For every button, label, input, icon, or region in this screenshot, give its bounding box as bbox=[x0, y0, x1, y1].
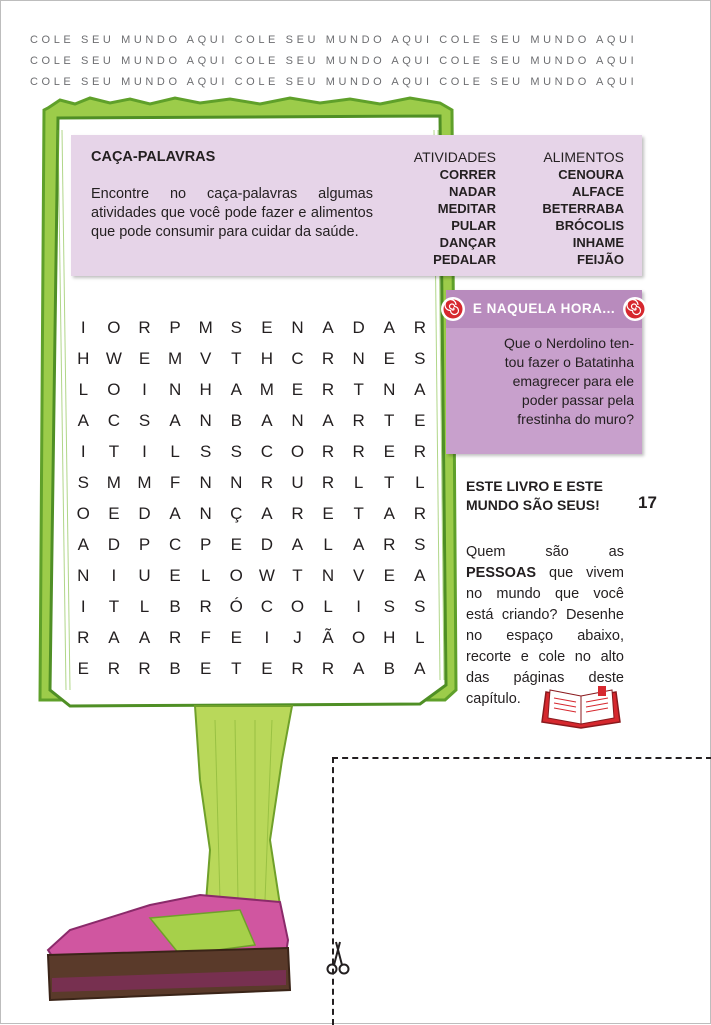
grid-letter[interactable]: R bbox=[413, 442, 426, 461]
grid-letter[interactable]: L bbox=[323, 535, 333, 554]
grid-letter[interactable]: M bbox=[167, 349, 183, 368]
grid-letter[interactable]: I bbox=[111, 566, 117, 585]
grid-letter[interactable]: E bbox=[169, 566, 181, 585]
grid-letter[interactable]: A bbox=[169, 411, 181, 430]
grid-letter[interactable]: A bbox=[322, 318, 334, 337]
grid-letter[interactable]: N bbox=[77, 566, 90, 585]
grid-row bbox=[68, 312, 438, 343]
grid-letter[interactable]: S bbox=[414, 349, 426, 368]
grid-letter[interactable]: L bbox=[200, 566, 211, 585]
food-item: BRÓCOLIS bbox=[555, 218, 624, 233]
grid-letter[interactable]: E bbox=[77, 659, 89, 678]
naquela-hora-title: E NAQUELA HORA... bbox=[446, 290, 642, 328]
book-section-text bbox=[466, 542, 624, 710]
grid-letter[interactable]: N bbox=[352, 349, 365, 368]
grid-letter[interactable]: B bbox=[230, 411, 242, 430]
question-line: Que o Nerdolino ten- bbox=[504, 335, 634, 351]
grid-letter[interactable]: F bbox=[169, 473, 181, 492]
grid-letter[interactable]: T bbox=[108, 597, 120, 616]
banner-line: COLE SEU MUNDO AQUI COLE SEU MUNDO AQUI COLE SEU MUNDO AQUI bbox=[30, 34, 638, 46]
activity-item: NADAR bbox=[449, 184, 496, 199]
grid-letter[interactable]: P bbox=[200, 535, 212, 554]
grid-letter[interactable]: R bbox=[77, 628, 90, 647]
grid-letter[interactable]: U bbox=[138, 566, 151, 585]
grid-letter[interactable]: S bbox=[414, 597, 426, 616]
grid-letter[interactable]: R bbox=[321, 442, 335, 461]
grid-letter[interactable]: T bbox=[353, 504, 364, 523]
grid-letter[interactable]: A bbox=[108, 628, 120, 647]
grid-letter[interactable]: L bbox=[415, 473, 425, 492]
activity-item: DANÇAR bbox=[439, 235, 496, 250]
question-line: poder passar pela bbox=[521, 392, 634, 408]
grid-row bbox=[68, 622, 438, 653]
grid-letter[interactable]: C bbox=[107, 411, 121, 430]
grid-letter[interactable]: A bbox=[77, 535, 89, 554]
grid-letter[interactable]: Ç bbox=[230, 504, 243, 523]
grid-letter[interactable]: E bbox=[138, 349, 151, 368]
grid-letter[interactable]: A bbox=[138, 628, 151, 647]
grid-letter[interactable]: T bbox=[384, 473, 395, 492]
grid-letter[interactable]: L bbox=[78, 380, 89, 399]
book-section-title bbox=[466, 477, 603, 515]
leg bbox=[195, 706, 292, 915]
grid-letter[interactable]: N bbox=[168, 380, 182, 399]
grid-letter[interactable]: I bbox=[356, 597, 361, 616]
grid-letter[interactable]: I bbox=[142, 442, 147, 461]
grid-letter[interactable]: D bbox=[260, 535, 273, 554]
grid-letter[interactable]: A bbox=[261, 504, 273, 523]
grid-letter[interactable]: I bbox=[80, 318, 86, 337]
text-before: Quem são as bbox=[466, 544, 624, 560]
grid-letter[interactable]: S bbox=[138, 411, 151, 430]
grid-letter[interactable]: R bbox=[413, 504, 426, 523]
grid-letter[interactable]: M bbox=[106, 473, 121, 492]
grid-letter[interactable]: T bbox=[292, 566, 303, 585]
grid-letter[interactable]: E bbox=[230, 535, 242, 554]
grid-letter[interactable]: E bbox=[414, 411, 426, 430]
grid-letter[interactable]: A bbox=[291, 535, 304, 554]
cut-line-horizontal bbox=[332, 757, 711, 759]
grid-letter[interactable]: B bbox=[383, 659, 395, 678]
word-search-grid[interactable] bbox=[68, 312, 438, 684]
grid-letter[interactable]: L bbox=[415, 628, 425, 647]
grid-letter[interactable]: L bbox=[139, 597, 150, 616]
grid-letter[interactable]: S bbox=[383, 597, 395, 616]
activities-heading: ATIVIDADES bbox=[413, 149, 496, 165]
grid-letter[interactable]: V bbox=[352, 566, 365, 585]
grid-letter[interactable]: Ã bbox=[322, 628, 334, 647]
grid-letter[interactable]: S bbox=[77, 473, 89, 492]
grid-letter[interactable]: H bbox=[260, 349, 273, 368]
grid-letter[interactable]: M bbox=[198, 318, 213, 337]
grid-letter[interactable]: O bbox=[76, 504, 90, 523]
grid-letter[interactable]: C bbox=[260, 442, 273, 461]
grid-row bbox=[68, 467, 438, 498]
banner-line: COLE SEU MUNDO AQUI COLE SEU MUNDO AQUI COLE SEU MUNDO AQUI bbox=[30, 76, 638, 88]
grid-letter[interactable]: T bbox=[108, 442, 120, 461]
question-line: tou fazer o Batatinha bbox=[504, 354, 634, 370]
grid-letter[interactable]: O bbox=[352, 628, 366, 647]
grid-row bbox=[68, 560, 438, 591]
book-title-line: MUNDO SÃO SEUS! bbox=[466, 497, 600, 513]
grid-letter[interactable]: T bbox=[384, 411, 395, 430]
grid-letter[interactable]: E bbox=[261, 318, 273, 337]
grid-letter[interactable]: N bbox=[199, 411, 212, 430]
grid-letter[interactable]: T bbox=[231, 659, 242, 678]
grid-letter[interactable]: Ó bbox=[229, 597, 243, 616]
grid-letter[interactable]: R bbox=[352, 442, 365, 461]
word-search-title: CAÇA-PALAVRAS bbox=[91, 149, 216, 165]
food-item: INHAME bbox=[572, 235, 624, 250]
grid-letter[interactable]: I bbox=[80, 442, 86, 461]
grid-letter[interactable]: B bbox=[169, 597, 181, 616]
grid-letter[interactable]: D bbox=[138, 504, 151, 523]
grid-letter[interactable]: H bbox=[199, 380, 212, 399]
grid-letter[interactable]: N bbox=[291, 411, 304, 430]
food-item: CENOURA bbox=[558, 167, 624, 182]
book-title-line: ESTE LIVRO E ESTE bbox=[466, 478, 603, 494]
grid-letter[interactable]: R bbox=[138, 659, 151, 678]
pessoas-highlight: PESSOAS bbox=[466, 565, 537, 581]
grid-letter[interactable]: O bbox=[290, 597, 305, 616]
grid-letter[interactable]: A bbox=[261, 411, 273, 430]
grid-row bbox=[68, 653, 438, 684]
spiral-icon bbox=[440, 296, 466, 322]
grid-letter[interactable]: A bbox=[414, 566, 426, 585]
spiral-icon bbox=[622, 296, 648, 322]
grid-letter[interactable]: R bbox=[321, 659, 335, 678]
grid-letter[interactable]: L bbox=[323, 597, 333, 616]
grid-letter[interactable]: A bbox=[230, 380, 242, 399]
grid-letter[interactable]: R bbox=[168, 628, 182, 647]
grid-letter[interactable]: H bbox=[383, 628, 396, 647]
grid-letter[interactable]: S bbox=[414, 535, 426, 554]
grid-letter[interactable]: D bbox=[352, 318, 365, 337]
grid-letter[interactable]: A bbox=[169, 504, 181, 523]
grid-letter[interactable]: M bbox=[137, 473, 152, 492]
grid-letter[interactable]: A bbox=[414, 380, 426, 399]
grid-letter[interactable]: E bbox=[383, 349, 395, 368]
grid-letter[interactable]: N bbox=[291, 318, 304, 337]
grid-letter[interactable]: W bbox=[105, 349, 122, 368]
grid-letter[interactable]: A bbox=[383, 318, 395, 337]
naquela-hora-question bbox=[464, 334, 634, 429]
grid-letter[interactable]: L bbox=[353, 473, 364, 492]
grid-row bbox=[68, 374, 438, 405]
grid-letter[interactable]: R bbox=[199, 597, 212, 616]
grid-letter[interactable]: R bbox=[321, 349, 335, 368]
grid-letter[interactable]: N bbox=[199, 504, 212, 523]
grid-letter[interactable]: O bbox=[107, 380, 121, 399]
grid-letter[interactable]: E bbox=[230, 628, 242, 647]
grid-row bbox=[68, 436, 438, 467]
grid-letter[interactable]: O bbox=[107, 318, 121, 337]
grid-letter[interactable]: R bbox=[138, 318, 151, 337]
foods-list bbox=[542, 149, 624, 268]
grid-letter[interactable]: I bbox=[142, 380, 147, 399]
cut-line-vertical bbox=[332, 757, 334, 1025]
grid-letter[interactable]: F bbox=[200, 628, 211, 647]
question-line: emagrecer para ele bbox=[512, 373, 634, 389]
grid-letter[interactable]: T bbox=[353, 380, 364, 399]
activity-item: CORRER bbox=[439, 167, 496, 182]
grid-letter[interactable]: E bbox=[383, 442, 395, 461]
grid-letter[interactable]: A bbox=[352, 535, 365, 554]
foods-heading: ALIMENTOS bbox=[543, 149, 624, 165]
grid-letter[interactable]: O bbox=[229, 566, 243, 585]
grid-letter[interactable]: R bbox=[321, 473, 335, 492]
page-number: 17 bbox=[638, 493, 657, 512]
scissors-icon bbox=[323, 940, 353, 976]
text-after: que vivem no mundo que você está criando? Desenhe no espaço abaixo, recorte e cole no alto das páginas deste capítulo. bbox=[466, 565, 624, 707]
grid-letter[interactable]: J bbox=[293, 628, 302, 647]
food-item: ALFACE bbox=[572, 184, 624, 199]
word-search-instructions: Encontre no caça-palavras algumas atividades que você pode fazer e alimentos que pode consumir para cuidar da saúde. bbox=[91, 186, 373, 240]
grid-letter[interactable]: B bbox=[169, 659, 181, 678]
grid-letter[interactable]: M bbox=[259, 380, 274, 399]
grid-letter[interactable]: R bbox=[107, 659, 121, 678]
grid-letter[interactable]: E bbox=[291, 380, 304, 399]
food-item: FEIJÃO bbox=[577, 252, 624, 267]
grid-row bbox=[68, 591, 438, 622]
grid-letter[interactable]: N bbox=[230, 473, 243, 492]
activity-item: MEDITAR bbox=[437, 201, 496, 216]
grid-letter[interactable]: S bbox=[200, 442, 212, 461]
grid-letter[interactable]: R bbox=[413, 318, 426, 337]
banner-line: COLE SEU MUNDO AQUI COLE SEU MUNDO AQUI COLE SEU MUNDO AQUI bbox=[30, 55, 638, 67]
grid-row bbox=[68, 529, 438, 560]
grid-letter[interactable]: O bbox=[290, 442, 305, 461]
grid-letter[interactable]: R bbox=[260, 473, 273, 492]
grid-letter[interactable]: C bbox=[168, 535, 182, 554]
grid-letter[interactable]: A bbox=[383, 504, 395, 523]
grid-letter[interactable]: A bbox=[352, 659, 365, 678]
grid-letter[interactable]: I bbox=[80, 597, 86, 616]
grid-letter[interactable]: V bbox=[200, 349, 212, 368]
grid-letter[interactable]: P bbox=[138, 535, 151, 554]
grid-letter[interactable]: L bbox=[170, 442, 180, 461]
grid-letter[interactable]: N bbox=[321, 566, 335, 585]
grid-letter[interactable]: R bbox=[291, 659, 304, 678]
question-line: frestinha do muro? bbox=[517, 411, 634, 427]
grid-row bbox=[68, 343, 438, 374]
grid-letter[interactable]: I bbox=[264, 628, 270, 647]
grid-letter[interactable]: S bbox=[230, 442, 242, 461]
grid-letter[interactable]: S bbox=[230, 318, 242, 337]
grid-row bbox=[68, 405, 438, 436]
grid-letter[interactable]: H bbox=[77, 349, 90, 368]
grid-letter[interactable]: T bbox=[231, 349, 242, 368]
grid-letter[interactable]: R bbox=[321, 380, 335, 399]
grid-letter[interactable]: E bbox=[322, 504, 334, 523]
naquela-hora-box bbox=[446, 290, 642, 454]
word-search-info-box bbox=[71, 135, 642, 276]
grid-letter[interactable]: U bbox=[291, 473, 304, 492]
activity-item: PULAR bbox=[451, 218, 496, 233]
grid-letter[interactable]: E bbox=[108, 504, 120, 523]
activity-item: PEDALAR bbox=[433, 252, 496, 267]
grid-row bbox=[68, 498, 438, 529]
grid-letter[interactable]: C bbox=[291, 349, 304, 368]
food-item: BETERRABA bbox=[542, 201, 624, 216]
grid-letter[interactable]: E bbox=[261, 659, 273, 678]
grid-letter[interactable]: D bbox=[107, 535, 121, 554]
grid-letter[interactable]: E bbox=[383, 566, 395, 585]
grid-letter[interactable]: P bbox=[169, 318, 181, 337]
grid-letter[interactable]: A bbox=[77, 411, 89, 430]
grid-letter[interactable]: N bbox=[199, 473, 212, 492]
grid-letter[interactable]: R bbox=[352, 411, 365, 430]
grid-letter[interactable]: R bbox=[383, 535, 396, 554]
activities-list bbox=[414, 149, 496, 268]
grid-letter[interactable]: A bbox=[414, 659, 426, 678]
grid-letter[interactable]: A bbox=[322, 411, 334, 430]
grid-letter[interactable]: N bbox=[383, 380, 396, 399]
grid-letter[interactable]: R bbox=[291, 504, 304, 523]
grid-letter[interactable]: C bbox=[260, 597, 273, 616]
grid-letter[interactable]: E bbox=[200, 659, 212, 678]
open-book-icon bbox=[540, 686, 622, 730]
grid-letter[interactable]: W bbox=[258, 566, 275, 585]
